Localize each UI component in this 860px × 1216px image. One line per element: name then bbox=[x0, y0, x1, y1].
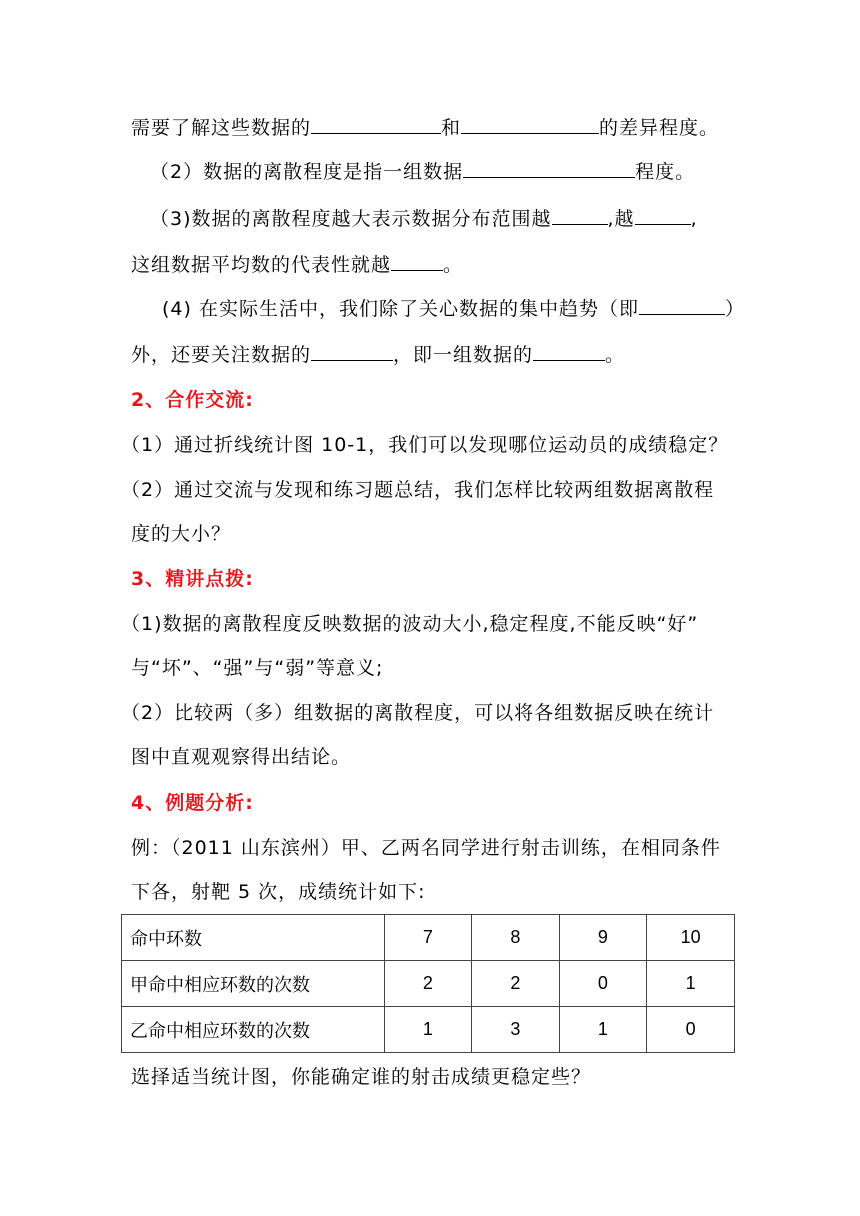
fill-blank[interactable] bbox=[639, 296, 725, 315]
fill-blank[interactable] bbox=[461, 115, 599, 134]
text-line-5 bbox=[162, 296, 745, 322]
table-cell: 1 bbox=[384, 1007, 472, 1053]
table-row bbox=[122, 1007, 735, 1053]
fill-blank[interactable] bbox=[463, 159, 635, 178]
table-cell: 3 bbox=[472, 1007, 560, 1053]
table-cell: 9 bbox=[559, 915, 647, 961]
table-cell: 1 bbox=[559, 1007, 647, 1053]
text-fragment: 。 bbox=[443, 254, 464, 276]
text-fragment: 外，还要关注数据的 bbox=[131, 344, 312, 366]
fill-blank[interactable] bbox=[311, 342, 393, 361]
text-fragment: 程度。 bbox=[635, 161, 696, 183]
text-fragment: ,越 bbox=[607, 208, 635, 230]
example-line-2: 下各，射靶 5 次，成绩统计如下: bbox=[131, 881, 426, 903]
text-fragment: （2）数据的离散程度是指一组数据 bbox=[150, 161, 464, 183]
fill-blank[interactable] bbox=[311, 115, 441, 134]
text-fragment: ） bbox=[724, 298, 745, 320]
text-fragment: (4) 在实际生活中，我们除了关心数据的集中趋势（即 bbox=[162, 298, 639, 320]
text-fragment: 这组数据平均数的代表性就越 bbox=[131, 254, 392, 276]
section-heading-3: 3、精讲点拨: bbox=[131, 568, 254, 590]
text-fragment: ，即一组数据的 bbox=[393, 344, 534, 366]
table-row bbox=[122, 961, 735, 1007]
table-row bbox=[122, 915, 735, 961]
text-fragment: 的差异程度。 bbox=[599, 117, 720, 139]
table-cell: 2 bbox=[472, 961, 560, 1007]
row-label: 命中环数 bbox=[122, 915, 385, 961]
question-2-line-1: （2）通过交流与发现和练习题总结，我们怎样比较两组数据离散程 bbox=[121, 479, 715, 501]
shooting-results-table bbox=[121, 914, 735, 1053]
point-2-line-1: （2）比较两（多）组数据的离散程度，可以将各组数据反映在统计 bbox=[121, 702, 715, 724]
question-1: （1）通过折线统计图 10-1，我们可以发现哪位运动员的成绩稳定？ bbox=[121, 434, 729, 456]
text-fragment: 和 bbox=[441, 117, 462, 139]
fill-blank[interactable] bbox=[635, 206, 691, 225]
text-line-3 bbox=[150, 206, 698, 232]
text-line-1 bbox=[131, 115, 719, 141]
text-fragment: （3)数据的离散程度越大表示数据分布范围越 bbox=[150, 208, 552, 230]
text-fragment: 需要了解这些数据的 bbox=[131, 117, 312, 139]
table-cell: 2 bbox=[384, 961, 472, 1007]
row-label: 甲命中相应环数的次数 bbox=[122, 961, 385, 1007]
point-1-line-2: 与“坏”、“强”与“弱”等意义; bbox=[131, 657, 384, 679]
table-cell: 7 bbox=[384, 915, 472, 961]
text-line-4 bbox=[131, 252, 463, 278]
fill-blank[interactable] bbox=[391, 252, 443, 271]
section-heading-4: 4、例题分析: bbox=[131, 792, 254, 814]
table-cell: 0 bbox=[647, 1007, 735, 1053]
table-cell: 1 bbox=[647, 961, 735, 1007]
fill-blank[interactable] bbox=[533, 342, 605, 361]
text-fragment: 。 bbox=[605, 344, 626, 366]
text-line-6 bbox=[131, 342, 625, 368]
row-label: 乙命中相应环数的次数 bbox=[122, 1007, 385, 1053]
question-2-line-2: 度的大小？ bbox=[131, 523, 232, 545]
example-line-1: 例：（2011 山东滨州）甲、乙两名同学进行射击训练，在相同条件 bbox=[131, 837, 721, 859]
table-cell: 0 bbox=[559, 961, 647, 1007]
fill-blank[interactable] bbox=[552, 206, 608, 225]
final-question: 选择适当统计图，你能确定谁的射击成绩更稳定些？ bbox=[131, 1066, 592, 1088]
text-line-2 bbox=[150, 159, 695, 185]
table-cell: 10 bbox=[647, 915, 735, 961]
point-1-line-1: （1)数据的离散程度反映数据的波动大小,稳定程度,不能反映“好” bbox=[121, 613, 699, 635]
table-cell: 8 bbox=[472, 915, 560, 961]
section-heading-2: 2、合作交流: bbox=[131, 389, 254, 411]
text-fragment: , bbox=[690, 208, 698, 230]
point-2-line-2: 图中直观观察得出结论。 bbox=[131, 746, 352, 768]
